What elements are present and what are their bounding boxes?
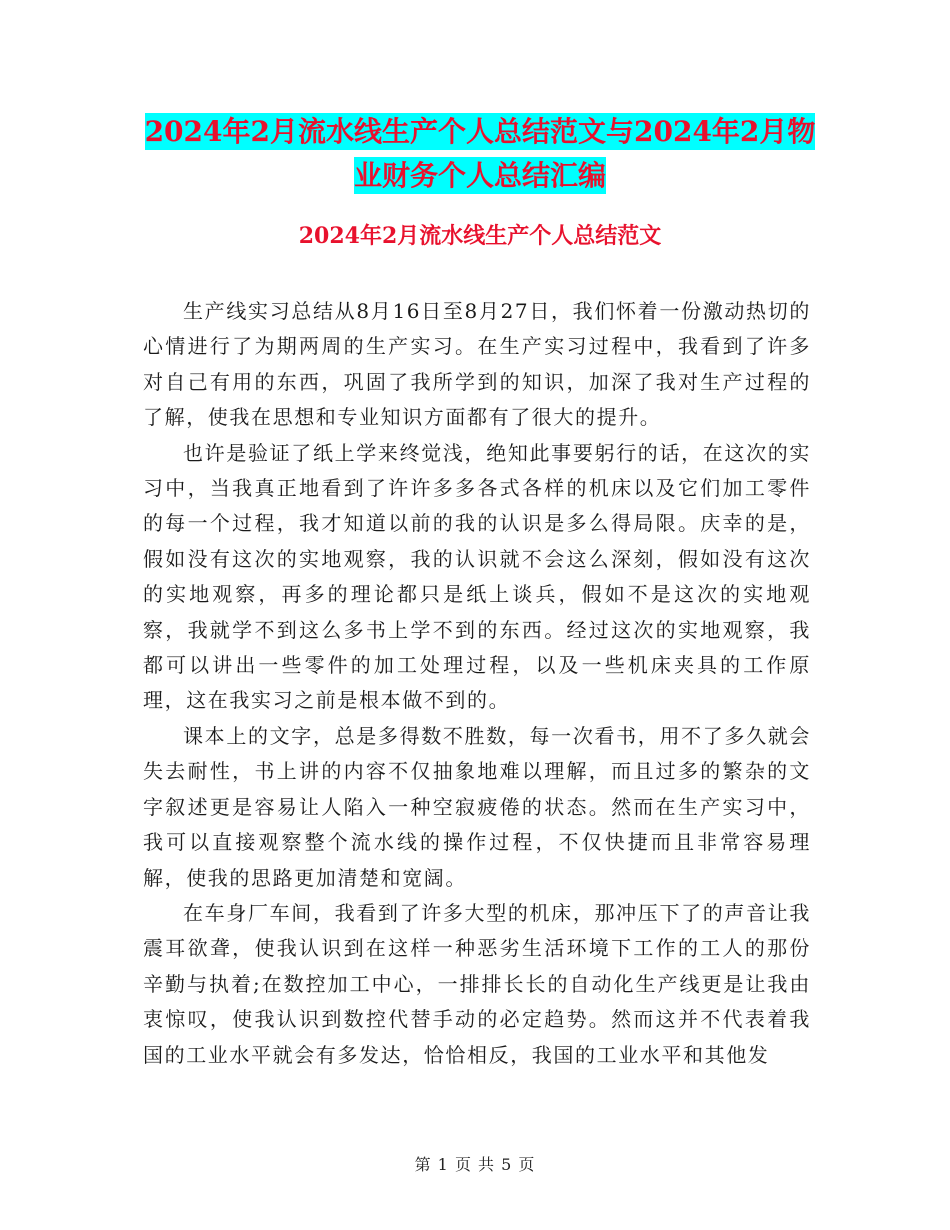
section-title: 2024年2月流水线生产个人总结范文	[298, 223, 662, 249]
page-footer: 第 1 页 共 5 页	[414, 1155, 536, 1174]
paragraph-4: 在车身厂车间，我看到了许多大型的机床，那冲压下了的声音让我震耳欲聋，使我认识到在这样一种恶劣生活环境下工作的工人的那份辛勤与执着;在数控加工中心，一排排长长的自动化生产线更是让我由衷惊叹，使我认识到数控代替手动的必定趋势。然而这并不代表着我国的工业水平就会有多发达，恰恰相反，我国的工业水平和其他发	[143, 900, 811, 1067]
paragraph-2: 也许是验证了纸上学来终觉浅，绝知此事要躬行的话，在这次的实习中，当我真正地看到了许许多多各式各样的机床以及它们加工零件的每一个过程，我才知道以前的我的认识是多么得局限。庆幸的是，假如没有这次的实地观察，我的认识就不会这么深刻，假如没有这次的实地观察，再多的理论都只是纸上谈兵，假如不是这次的实地观察，我就学不到这么多书上学不到的东西。经过这次的实地观察，我都可以讲出一些零件的加工处理过程，以及一些机床夹具的工作原理，这在我实习之前是根本做不到的。	[143, 440, 811, 713]
document-title-line1: 2024年2月流水线生产个人总结范文与2024年2月物	[144, 115, 816, 148]
document-body	[143, 294, 811, 1073]
document-title-line2: 业财务个人总结汇编	[353, 159, 606, 192]
paragraph-3: 课本上的文字，总是多得数不胜数，每一次看书，用不了多久就会失去耐性，书上讲的内容不仅抽象地难以理解，而且过多的繁杂的文字叙述更是容易让人陷入一种空寂疲倦的状态。然而在生产实习中，我可以直接观察整个流水线的操作过程，不仅快捷而且非常容易理解，使我的思路更加清楚和宽阔。	[143, 723, 811, 890]
paragraph-1: 生产线实习总结从8月16日至8月27日，我们怀着一份激动热切的心情进行了为期两周的生产实习。在生产实习过程中，我看到了许多对自己有用的东西，巩固了我所学到的知识，加深了我对生产过程的了解，使我在思想和专业知识方面都有了很大的提升。	[143, 299, 811, 430]
document-title	[140, 110, 820, 198]
